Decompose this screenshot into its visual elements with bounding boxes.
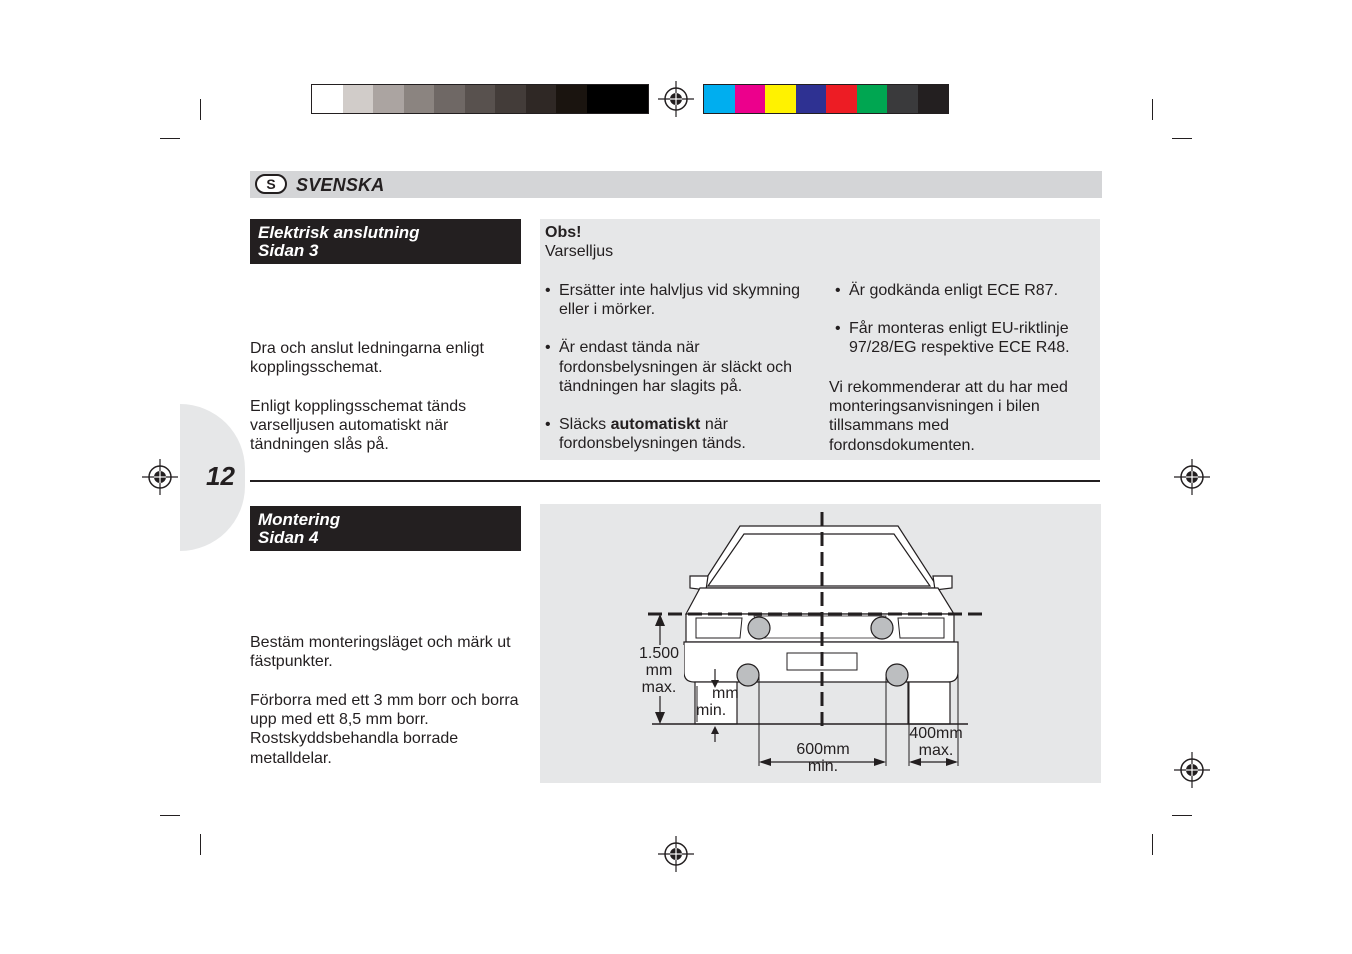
label-line: mm (645, 662, 673, 679)
registration-mark-icon (658, 836, 694, 872)
crop-mark (160, 815, 180, 816)
bullet-text: Släcks (559, 416, 611, 434)
paragraph: Förborra med ett 3 mm borr och borra upp med ett 8,5 mm borr. Rostskyddsbehandla borrade metalldelar. (250, 692, 519, 767)
page-number: 12 (206, 461, 235, 491)
registration-mark-icon (1174, 752, 1210, 788)
color-swatch (796, 85, 827, 113)
section-heading-line: Montering (258, 510, 341, 529)
note-title: Obs! (545, 224, 582, 241)
paragraph: Bestäm monteringsläget och märk ut fästpunkter. (250, 634, 511, 671)
language-title: SVENSKA (296, 175, 385, 195)
bullet-item: • Får monteras enligt EU-riktlinje 97/28/EG respektive ECE R48. (835, 319, 1097, 357)
color-swatch (526, 85, 557, 113)
note-bullets-left (545, 281, 817, 472)
crop-mark (1152, 834, 1153, 855)
crop-mark (200, 99, 201, 120)
label-line: 1.500 (638, 645, 680, 662)
color-swatch (765, 85, 796, 113)
color-swatch (343, 85, 374, 113)
note-subtitle: Varselljus (545, 243, 614, 260)
color-swatch (826, 85, 857, 113)
color-bar (703, 84, 949, 114)
crop-mark (1172, 815, 1192, 816)
recommendation-text: Vi rekommenderar att du har med monteringsanvisningen i bilen tillsammans med fordonsdokumenten. (829, 379, 1068, 454)
label-spacing-min (784, 741, 862, 775)
color-swatch (434, 85, 465, 113)
bullet-item (545, 415, 817, 453)
color-swatch (312, 85, 343, 113)
note-box (540, 219, 1100, 460)
color-swatch (735, 85, 766, 113)
language-header (250, 171, 1102, 198)
section-heading-line: Sidan 4 (258, 528, 319, 547)
label-height-min (696, 685, 746, 719)
label-edge-max (900, 725, 972, 759)
bullet-text: när fordonsbelysningen tänds. (559, 416, 746, 453)
registration-mark-icon (1174, 459, 1210, 495)
label-height-max (634, 645, 684, 696)
registration-mark-icon (658, 81, 694, 117)
crop-mark (1172, 138, 1192, 139)
bullet-item: • Är godkända enligt ECE R87. (835, 281, 1097, 300)
registration-mark-icon (142, 459, 178, 495)
section-heading-line: Sidan 3 (258, 241, 319, 260)
bullet-bold-text: automatiskt (610, 416, 701, 434)
color-swatch (373, 85, 404, 113)
paragraph: Enligt kopplingsschemat tänds varselljusen automatiskt när tändningen slås på. (250, 398, 467, 454)
label-line: 400mm (909, 725, 963, 742)
crop-mark (1152, 99, 1153, 120)
color-swatch (918, 85, 949, 113)
color-swatch (617, 85, 648, 113)
crop-mark (160, 138, 180, 139)
label-line: 600mm (796, 741, 850, 758)
label-line: max. (918, 742, 954, 759)
color-swatch (404, 85, 435, 113)
color-swatch (704, 85, 735, 113)
section-heading-line: Elektrisk anslutning (258, 223, 420, 242)
bullet-item: • Är endast tända när fordonsbelysningen är släckt och tändningen har slagits på. (545, 338, 817, 396)
crop-mark (200, 834, 201, 855)
section-divider (250, 480, 1100, 482)
color-swatch (495, 85, 526, 113)
bullet-item: • Ersätter inte halvljus vid skymning eller i mörker. (545, 281, 817, 319)
label-line: mm (712, 685, 739, 702)
grayscale-bar (311, 84, 649, 114)
color-swatch (587, 85, 618, 113)
mounting-diagram (540, 504, 1101, 783)
label-line: max. (641, 679, 677, 696)
color-swatch (556, 85, 587, 113)
color-swatch (887, 85, 918, 113)
language-badge: S (255, 174, 287, 194)
section-heading-electrical (250, 219, 521, 264)
color-swatch (857, 85, 888, 113)
label-line: min. (807, 758, 839, 775)
note-bullets-right (835, 281, 1097, 377)
section-heading-mounting (250, 506, 521, 551)
paragraph: Dra och anslut ledningarna enligt kopplingsschemat. (250, 340, 484, 377)
label-line: min. (696, 702, 727, 719)
color-swatch (465, 85, 496, 113)
